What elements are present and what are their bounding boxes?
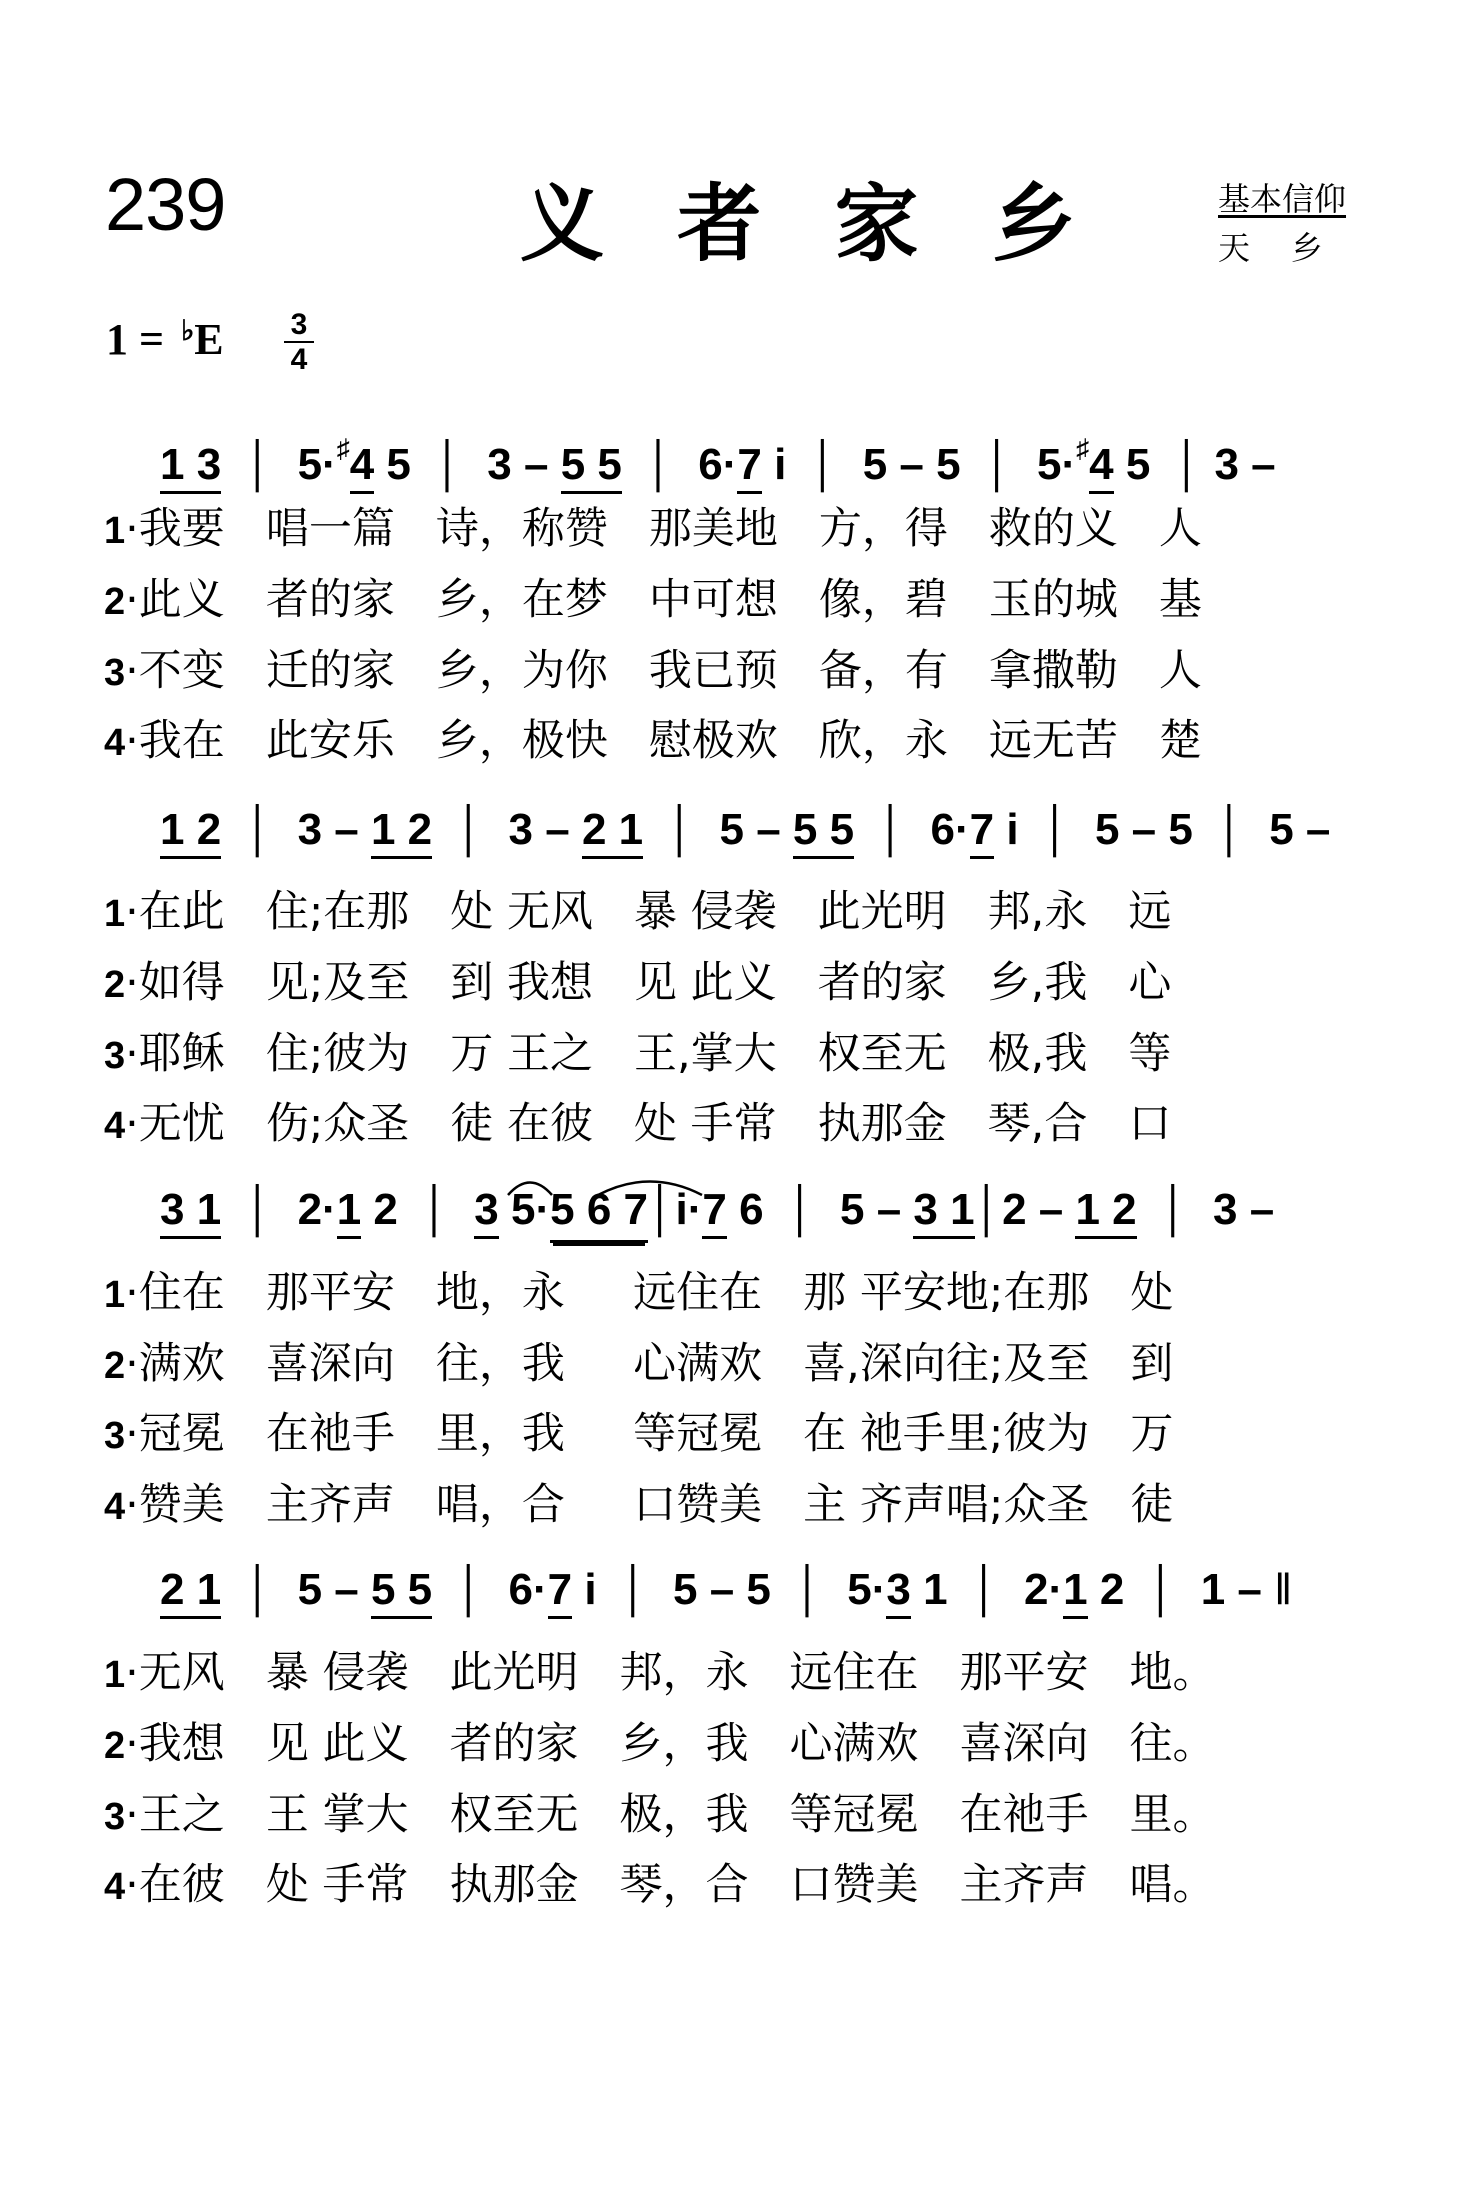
flat-sign-icon: ♭ <box>181 316 195 347</box>
key-prefix: 1 = <box>106 315 176 364</box>
category-label: 基本信仰 <box>1218 180 1347 218</box>
subcategory-label: 天 乡 <box>1218 229 1323 267</box>
key-note: E <box>194 315 224 364</box>
slur-mark <box>508 1183 552 1196</box>
slur-mark <box>598 1182 702 1196</box>
melody-line-1: 1 3 │ 5·♯4 5 │ 3 – 5 5 │ 6·7 i │ 5 – 5 │ 5·♯4 5 │ 3 – <box>160 418 1276 478</box>
hymn-title: 义 者 家 乡 <box>520 175 1098 273</box>
melody-line-2: 1 2 │ 3 – 1 2 │ 3 – 2 1 │ 5 – 5 5 │ 6·7 i │ 5 – 5 │ 5 – <box>160 800 1330 860</box>
lyrics-line: 3·耶稣 住;彼为 万 王之 王,掌大 权至无 极,我 等 <box>104 1029 1172 1079</box>
hymn-number: 239 <box>105 163 226 246</box>
time-signature-bottom: 4 <box>290 343 308 376</box>
lyrics-line: 2·如得 见;及至 到 我想 见 此义 者的家 乡,我 心 <box>104 958 1172 1008</box>
lyrics-line: 4·我在 此安乐 乡，极快 慰极欢 欣，永 远无苦 楚 <box>104 716 1202 766</box>
lyrics-line: 2·此义 者的家 乡，在梦 中可想 像，碧 玉的城 基 <box>104 575 1202 625</box>
time-signature-top: 3 <box>290 308 308 341</box>
melody-line-4: 2 1 │ 5 – 5 5 │ 6·7 i │ 5 – 5 │ 5·3 1 │ 2·1 2 │ 1 – ‖ <box>160 1560 1292 1620</box>
lyrics-line: 4·在彼 处 手常 执那金 琴，合 口赞美 主齐声 唱。 <box>104 1860 1216 1910</box>
lyrics-line: 3·王之 王 掌大 权至无 极，我 等冠冕 在祂手 里。 <box>104 1790 1216 1840</box>
melody-line-3: 3 1 │ 2·1 2 │ 3 5·5 6 7│i·7 6 │ 5 – 3 1│2 – 1 2 │ 3 – <box>160 1180 1274 1240</box>
lyrics-line: 1·在此 住;在那 处 无风 暴 侵袭 此光明 邦,永 远 <box>104 887 1172 937</box>
lyrics-line: 2·满欢 喜深向 往，我 心满欢 喜,深向往;及至 到 <box>104 1339 1174 1389</box>
lyrics-line: 3·不变 迁的家 乡，为你 我已预 备，有 拿撒勒 人 <box>104 646 1202 696</box>
lyrics-line: 3·冠冕 在祂手 里，我 等冠冕 在 祂手里;彼为 万 <box>104 1409 1174 1459</box>
lyrics-line: 2·我想 见 此义 者的家 乡，我 心满欢 喜深向 往。 <box>104 1719 1216 1769</box>
lyrics-line: 4·无忧 伤;众圣 徒 在彼 处 手常 执那金 琴,合 口 <box>104 1099 1172 1149</box>
lyrics-line: 1·住在 那平安 地，永 远住在 那 平安地;在那 处 <box>104 1268 1174 1318</box>
lyrics-line: 1·我要 唱一篇 诗，称赞 那美地 方，得 救的义 人 <box>104 504 1202 554</box>
lyrics-line: 4·赞美 主齐声 唱，合 口赞美 主 齐声唱;众圣 徒 <box>104 1480 1174 1530</box>
lyrics-line: 1·无风 暴 侵袭 此光明 邦，永 远住在 那平安 地。 <box>104 1648 1216 1698</box>
